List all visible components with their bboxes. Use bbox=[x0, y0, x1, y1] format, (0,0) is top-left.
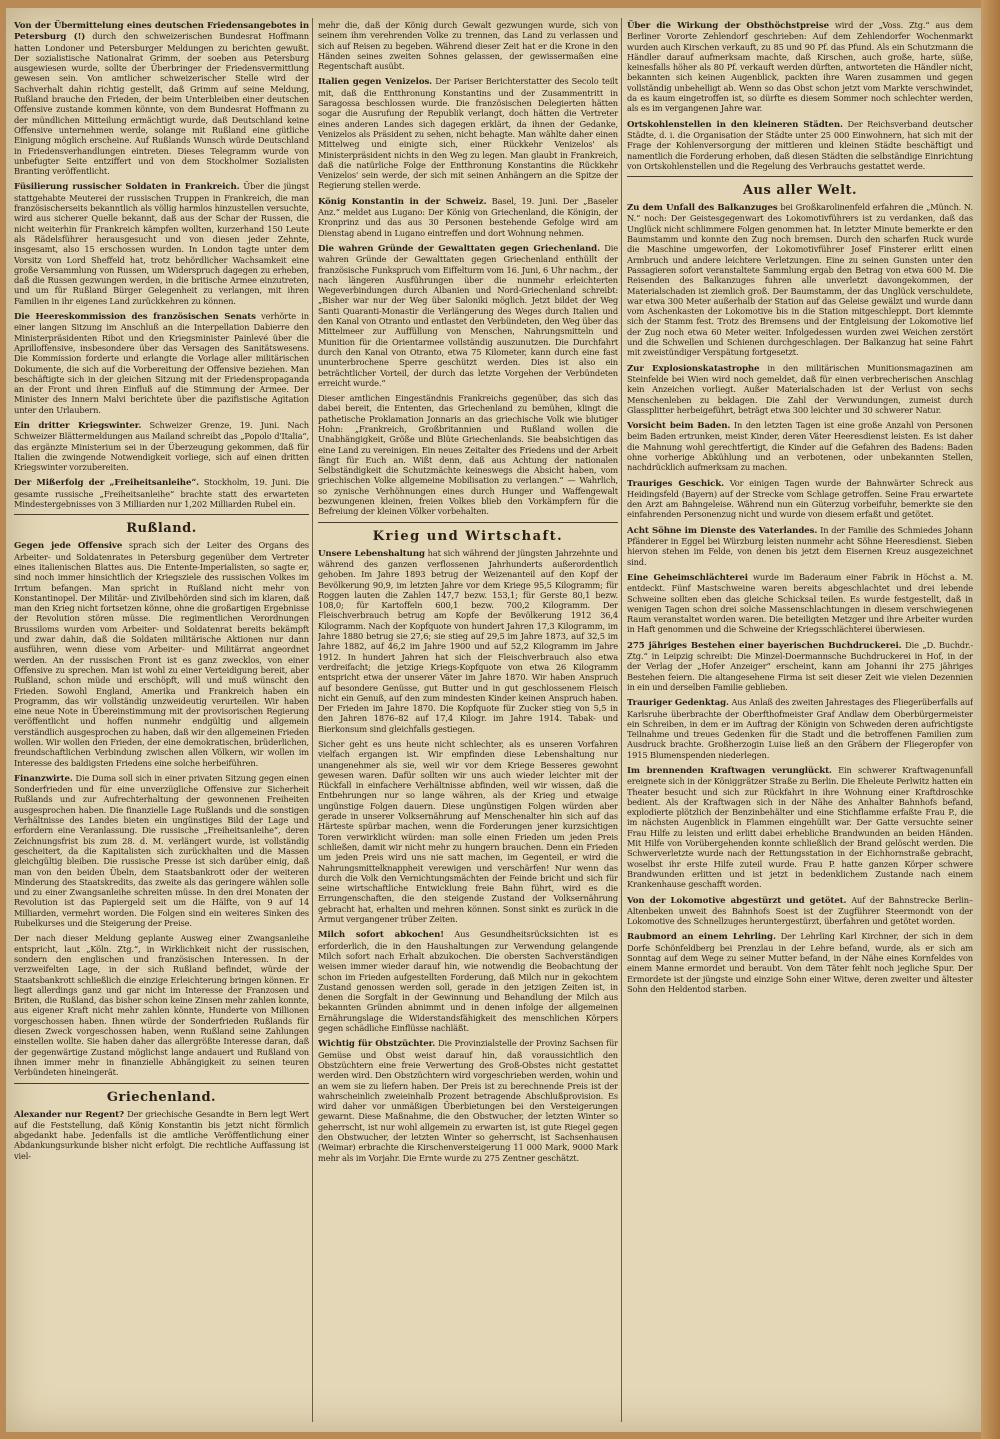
article-headline: Die Heereskommission des französischen Senats bbox=[14, 312, 256, 323]
section-heading: Aus aller Welt. bbox=[742, 183, 858, 199]
article-body: Ein schwerer Kraftwagenunfall ereignete sich in der Königgrätzer Straße zu Berlin. Die Eheleute Perlwitz hatten ein Theater besucht und sich zur Rückfahrt in ihre Wohnung einer Kraftdroschke bedient. Als der Kraftwagen sich in der Nähe des Anhalter Bahnhofs befand, explodierte plötzlich der Benzinbehälter und eine Stichflamme erfaßte Frau P., die im nächsten Augenblick in Flammen eingehüllt war. Der Gatte versuchte seiner Frau Hilfe zu leisten und erlitt dabei erhebliche Brandwunden an beiden Händen. Mit Hilfe von Vorübergehenden konnte schließlich der Brand gelöscht werden. Die Schwerverletzte wurde nach der Rettungsstation in der Eichhornstraße gebracht, woselbst ihr erste Hilfe zuteil wurde. Frau P. hatte ganzen Körper schwere Brandwunden erlitten und ist jetzt in bedenklichem Zustande nach einem Krankenhause geschafft worden. bbox=[627, 765, 973, 890]
article-paragraph bbox=[318, 1038, 618, 1163]
article bbox=[14, 181, 309, 306]
article bbox=[14, 540, 309, 768]
article-headline: Gegen jede Offensive bbox=[14, 541, 123, 552]
article-body: Auf der Bahnstrecke Berlin–Altenbeken unweit des Bahnhofs Soest ist der Zugführer Steermondt von der Lokomotive des Schnellzuges heruntergestürzt, überfahren und getötet worden. bbox=[627, 894, 973, 927]
article-body: wurde im Baderaum einer Fabrik in Höchst a. M. entdeckt. Fünf Mastschweine waren bereits abgeschlachtet und drei lebende Schweine sollten eben das gleiche Schicksal teilen. Es wurde festgestellt, daß in wenigen Tagen schon drei solche Massenschlachtungen in diesem verschwiegenen Raum veranstaltet worden waren. Die beteiligten Metzger und ihre Arbeiter wurden in Haft genommen und die Schweine der Kriegsschlächterei überwiesen. bbox=[627, 571, 973, 635]
article-paragraph bbox=[318, 243, 618, 388]
article bbox=[627, 420, 973, 472]
article bbox=[14, 1109, 309, 1161]
article-body: Stockholm, 19. Juni. Die gesamte russische „Freiheitsanleihe“ brachte statt des erwarteten Mindestergebnisses von 3 Milliarden nur 1,202 Milliarden Rubel ein. bbox=[14, 477, 309, 510]
article-body: hat sich während der jüngsten Jahrzehnte und während des ganzen verflossenen Jahrhunderts außerordentlich gehoben. Im Jahre 1893 betrug der Weizenanteil auf den Kopf der Bevölkerung 90,9, im letzten Jahre vor dem Kriege 95,5 Kilogramm; für Roggen lauten die Zahlen 147,7 bezw. 153,1; für Gerste 80,1 bezw. 108,0; für Kartoffeln 600,1 bezw. 700,2 Kilogramm. Der Fleischverbrauch betrug am Kopfe der Bevölkerung 1912 36,4 Kilogramm. Nach der Kopfquote von hundert Jahren 17,3 Kilogramm, im Jahre 1880 betrug sie 27,6; sie stieg auf 29,5 im Jahre 1873, auf 32,5 im Jahre 1882, auf 46,2 im Jahre 1900 und auf 52,2 Kilogramm im Jahre 1912. In hundert Jahren hat sich der Fleischverbrauch also etwa verdreifacht; die jetzige Kriegs-Kopfquote von etwa 26 Kilogramm entspricht etwa der unserer Väter im Jahre 1870. Wir haben Anspruch auf besondere Genüsse, gut Butter und in gut geschlossenem Fleisch nicht ein Genuß, auf den zum mindesten Kinder keinen Anspruch haben. Der Frieden im Jahre 1870. Die Kopfquote für Zucker stieg von 5,5 in den Jahren 1876–82 auf 17,4 Kilogr. im Jahre 1914. Tabak- und Bierkonsum sind gleichfalls gestiegen. bbox=[318, 547, 618, 734]
article-body: Vor einigen Tagen wurde der Bahnwärter Schreck aus Heidingsfeld (Bayern) auf der Strecke vom Schlage getroffen. Seine Frau erwartete den Arzt am Bahngeleise. Während nun ein Güterzug vorbeifuhr, bemerkte sie den einfahrenden Personenzug nicht und wurde von diesem erfaßt und getötet. bbox=[627, 477, 973, 520]
article-body: Die Duma soll sich in einer privaten Sitzung gegen einen Sonderfrieden und für eine unverzügliche Offensive zur Sicherheit Rußlands und zur Aufrechterhaltung der gewonnenen Freiheiten ausgesprochen haben. Die finanzielle Lage Rußlands und die sonstigen Verhältnisse des Landes bieten ein ungünstiges Bild der Lage und erfordern eine Veranlassung. Die russische „Freiheitsanleihe“, deren Zeichnungsfrist bis zum 28. d. M. verlängert wurde, ist vollständig gescheitert, da die Kapitalisten sich zurückhalten und die Massen gleichgültig bleiben. Die russische Presse ist sich darüber einig, daß man von den beiden Übeln, dem Staatsbankrott oder der weiteren Minderung des Staatskredits, das zweite als das geringere wählen solle und zu einer Zwangsanleihe schreiten müsse. In den drei Monaten der Revolution ist das Papiergeld seit um die Hälfte, von 9 auf 14 Milliarden, vermehrt worden. Die Folgen sind ein weiteres Sinken des Rubelkurses und die Steigerung der Preise. bbox=[14, 772, 309, 929]
article-paragraph bbox=[627, 765, 973, 890]
article-body: Der Lehrling Karl Kirchner, der sich in dem Dorfe Schönfeldberg bei Prenzlau in der Lehre befand, wurde, als er sich am Sonntag auf dem Wege zu seiner Mutter befand, in der Nähe eines Kornfeldes von einem Manne ermordet und beraubt. Von dem Täter fehlt noch jegliche Spur. Der Ermordete ist der jüngste und einzige Sohn einer Witwe, deren zweiter und ältester Sohn den Heldentod starben. bbox=[627, 931, 973, 994]
article-paragraph bbox=[627, 572, 973, 635]
article-paragraph bbox=[14, 20, 309, 176]
article-headline: Der Mißerfolg der „Freiheitsanleihe“. bbox=[14, 478, 200, 489]
article-paragraph bbox=[14, 933, 309, 1077]
article bbox=[318, 739, 618, 924]
article-headline: Vorsicht beim Baden. bbox=[627, 421, 731, 432]
section-heading: Rußland. bbox=[126, 521, 197, 537]
article-paragraph bbox=[318, 76, 618, 190]
article-headline: Wichtig für Obstzüchter. bbox=[318, 1039, 436, 1050]
article bbox=[627, 765, 973, 890]
article-headline: Acht Söhne im Dienste des Vaterlandes. bbox=[627, 525, 818, 536]
article-body: verhörte in einer langen Sitzung im Anschluß an die Interpellation Dabierre den Ministerpräsidenten Ribot und den Kriegsminister Painlevé über die Aprilloffensive, insbesondere über das Versagen des Sanitätswesens. Die Kommission forderte und erlangte die Vorlage aller militärischen Dokumente, die sich auf die Vorbereitung der Offensive beziehen. Man beschäftigte sich in der gleichen Sitzung mit der Friedenspropaganda an der Front und ihren Einfluß auf die Stimmung der Armee. Der Minister des Innern Malvi berichtete über die pazifistische Agitation unter den Urlaubern. bbox=[14, 311, 309, 415]
article bbox=[14, 20, 309, 176]
article bbox=[627, 525, 973, 567]
article-body: bei Großkarolinenfeld erfahren die „Münch. N. N.“ noch: Der Geistesgegenwart des Lokomotivführers ist zu verdanken, daß das Unglück nicht schlimmere Folgen genommen hat. In letzter Minute bemerkte er den Baumstamm und konnte den Zug noch bremsen. Durch den scharfen Ruck wurde die Maschine umgeworfen, der Lokomotivführer Josef Finsterer erlitt einen Armbruch und andere leichtere Verletzungen. Eine zu seinen Gunsten unter den Passagieren sofort veranstaltete Sammlung ergab den Betrag von etwa 600 M. Die Reisenden des Balkanzuges fuhren alle unverletzt davongekommen, der Materialschaden ist ziemlich groß. Der Baumstamm, der das Unglück verschuldete, war etwa 300 Meter außerhalb der Station auf das Geleise gewälzt und wurde dann vom Aschenkasten der Lokomotive bis in die Station mitgeschleppt. Dort klemmte sich der Stamm fest. Trotz des Bremsens und der Entgleisung der Lokomotive lief der Zug noch etwa 60 Meter weiter. Infolgedessen wurden zwei Weichen zerstört und die Schwellen und Schienen durchgeschlagen. Der Balkanzug hat seine Fahrt mit zweistündiger Verspätung fortgesetzt. bbox=[627, 202, 973, 358]
article bbox=[318, 20, 618, 71]
article bbox=[14, 477, 309, 509]
article bbox=[627, 119, 973, 171]
article-headline: Finanzwirte. bbox=[14, 773, 73, 784]
article bbox=[318, 1038, 618, 1163]
section-russia bbox=[14, 514, 309, 536]
article-paragraph bbox=[318, 393, 618, 517]
article bbox=[318, 929, 618, 1033]
article-body: Die Provinzialstelle der Provinz Sachsen für Gemüse und Obst weist darauf hin, daß voraussichtlich den Obstzüchtern eine freie Verwertung des Groß-Obstes nicht gestattet werden wird. Den Obstzüchtern wird vorgeschrieben werden, wohin und an wem sie zu liefern haben. Der Preis ist zu berechnende Preis ist der wahrscheinlich zweieinhalb Prozent betragende Abschlußprovision. Es wird daher vor unmäßigen Überbietungen bei den Versteigerungen gewarnt. Diese Maßnahme, die den Obstwucher, der letzten Winter so geherrscht, ist nur wohl allgemein zu erwarten ist, ist gute Riegel gegen den Obstwucher, der letzten Winter so geherrscht, ist Sachsenhausen (Weimar) erbrachte die Kirschenversteigerung 11 000 Mark, 9000 Mark mehr als im Vorjahr. Die Ernte wurde zu 275 Zentner geschätzt. bbox=[318, 1038, 618, 1163]
article-paragraph bbox=[627, 420, 973, 472]
article-paragraph bbox=[627, 363, 973, 415]
article-headline: Ortskohlenstellen in den kleineren Städten. bbox=[627, 119, 843, 130]
article-body: sprach sich der Leiter des Organs des Arbeiter- und Soldatenrates in Petersburg gegenüber dem Vertreter eines italienischen Blattes aus. Die Entente-Imperialisten, so sagte er, sind noch immer hinsichtlich der Kriegsziele des russischen Volkes im Irrtum befangen. Man spricht in Rußland nicht mehr von Konstantinopel. Der Militär- und Zivilbehörden sind sich im klaren, daß man den Krieg nicht fortsetzen könne, ohne die großartigen Ergebnisse der Revolution stören müsse. Die regimentlichen Verordnungen Brussiloms wurden vom Arbeiter- und Soldatenrat bereits bekämpft und zwar dahin, daß die Soldaten militärische Aktionen nur dann ausführen, wenn diese vom Arbeiter- und Militärrat angeordnet werden. An der russischen Front ist es ganz zwecklos, von einer Offensive zu sprechen. Man ist wohl zu einer Verteidigung bereit, aber Rußland, schon müde und erschöpft, will und muß wünscht den Frieden. Sowohl England, Amerika und Frankreich haben ein Programm, das wir vollständig unzweideutig verurteilen. Wir haben eine neue Note in Übereinstimmung mit der provisorischen Regierung veröffentlicht und hoffen nunmehr endgültig und allgemein verständlich ausgesprochen zu haben, daß wir den allgemeinen Frieden wollen. Wir wollen den Frieden, der eine demokratischen, brüderlichen, freundschaftlichen Verbindung zwischen allen Völkern, wir wollen im Interesse des baldigsten Friedens eine solche herbeiführen. bbox=[14, 540, 309, 768]
article-headline: Von der Übermittelung eines deutschen Friedensangebotes in Petersburg (!) bbox=[14, 21, 309, 43]
article-paragraph bbox=[627, 697, 973, 760]
article-headline: Alexander nur Regent? bbox=[14, 1109, 124, 1120]
article-body: Aus Gesundheitsrücksichten ist es erforderlich, die in den Haushaltungen zur Verwendung gelangende Milch sofort nach Erhalt abzukochen. Die obersten Sachverständigen weisen immer wieder darauf hin, wie notwendig die Beobachtung der schon im Frieden aufgestellten Forderung, daß Milch nur in gekochtem Zustand genossen werden soll, gerade in den jetzigen Zeiten ist, in denen die Sorgfalt in der Gewinnung und Behandlung der Milch aus bekannten Gründen abnimmt und in denen infolge der allgemeinen Ernährungslage die Widerstandsfähigkeit des menschlichen Körpers gegen schädliche Einflüsse nachläßt. bbox=[318, 929, 618, 1034]
article-paragraph bbox=[14, 773, 309, 928]
article bbox=[14, 420, 309, 472]
column-3 bbox=[627, 20, 973, 1424]
article bbox=[318, 196, 618, 238]
section-world bbox=[627, 176, 973, 198]
article-body: Der griechische Gesandte in Bern legt Wert auf die Feststellung, daß König Konstantin bis jetzt nicht förmlich abgedankt habe. Jedenfalls ist die amtliche Veröffentlichung einer Abdankungsurkunde bisher nicht erfolgt. Die rechtliche Auffassung ist viel- bbox=[14, 1108, 309, 1161]
section-heading: Griechenland. bbox=[106, 1089, 217, 1105]
article bbox=[627, 572, 973, 635]
article-paragraph bbox=[14, 477, 309, 509]
page-edge bbox=[981, 0, 1000, 1439]
article-paragraph bbox=[627, 202, 973, 357]
article-headline: Von der Lokomotive abgestürzt und getötet. bbox=[627, 895, 847, 906]
article-body: Aus Anlaß des zweiten Jahrestages des Fliegerüberfalls auf Karlsruhe überbrachte der Oberfthofmeister Graf Andlaw dem Oberbürgermeister ein Schreiben, in dem er im Auftrag der Königin von Schweden deren aufrichtigste Teilnahme und treues Gedenken für die Stadt und die betroffenen Familien zum Ausdruck brachte. Großherzogin Luise ließ an den Gräbern der Fliegeropfer von 1915 Blumenspenden niederlegen. bbox=[627, 697, 973, 760]
article-body: Dieser amtlichen Eingeständnis Frankreichs gegenüber, das sich das dabei bereit, die Ententen, das Griechenland zu bemühen, klingt die pathetische Proklamation Jonnaris an das griechische Volk wie blutiger Hohn: „Frankreich, Großbritannien und Rußland wollen die Unabhängigkeit, Größe und Blüte Griechenlands. Sie beabsichtigen das eine Land zu vereinigen. Ein neues Zeitalter des Friedens und der Arbeit fängt für Euch an. Wißt denn, daß aus Achtung der nationalen Selbständigkeit die Schutzmächte keineswegs die Absicht haben, vom griechischen Volke allgemeine Mobilisation zu verlangen.“ — Wahrlich, so zynische Verhöhnungen eines durch Hunger und Waffengewalt bezwungenen kleinen, freien Volkes blieb den Vorkämpfern für die Befreiung der kleinen Völker vorbehalten. bbox=[318, 393, 618, 517]
article-body: Die „D. Buchdr.-Ztg.“ in Leipzig schreibt: Die Minzel-Doermannsche Buchdruckerei in Hof, in der der Verlag der „Hofer Anzeiger“ erscheint, kann am Johanni ihr 275 jähriges Bestehen feiern. Die altangesehene Firma ist seit dieser Zeit wie vielen Dezennien in ein und derselben Familie geblieben. bbox=[627, 639, 973, 692]
article-body: In der Familie des Schmiedes Johann Pfänderer in Eggel bei Würzburg leisten nunmehr acht Söhne Heeresdienst. Sieben hiervon stehen im Felde, von denen bis jetzt dem Eisernen Kreuz ausgezeichnet sind. bbox=[627, 524, 973, 567]
article-paragraph bbox=[627, 640, 973, 692]
article-paragraph bbox=[14, 311, 309, 415]
article-headline: Trauriges Geschick. bbox=[627, 478, 725, 489]
article-paragraph bbox=[627, 119, 973, 171]
article-paragraph bbox=[627, 525, 973, 567]
section-war-economy bbox=[318, 522, 618, 544]
article-headline: Im brennenden Kraftwagen verunglückt. bbox=[627, 766, 832, 776]
article bbox=[627, 363, 973, 415]
article bbox=[318, 548, 618, 734]
article bbox=[627, 478, 973, 520]
article bbox=[627, 640, 973, 692]
article-body: wird der „Voss. Ztg.“ aus dem Berliner Vororte Zehlendorf geschrieben: Auf dem Zehlendorfer Wochenmarkt wurden auch Kirschen verkauft, zu 85 und 90 Pf. das Pfund. Als ein Schutzmann die Händler darauf aufmerksam machte, daß Kirschen, auch große, harte, süße, keinesfalls höher als 80 Pf. verkauft werden dürften, antworteten die Händler nicht, bekannten sich keinen Augenblick, packten ihre Waren zusammen und gegen vollständig unbehelligt ab. Wenn so das Obst schon jetzt vom Markte verschwindet, da es kaum eingetroffen ist, so dürfte es diesem Sommer noch schlechter werden, als es im vergangenen Jahre war. bbox=[627, 20, 973, 114]
article bbox=[318, 393, 618, 517]
article-headline: Zu dem Unfall des Balkanzuges bbox=[627, 203, 778, 214]
column-2 bbox=[318, 20, 618, 1424]
article-headline: Zur Explosionskatastrophe bbox=[627, 363, 760, 374]
article-body: Der Pariser Berichterstatter des Secolo teilt mit, daß die Entthronung Konstantins und der Zusammentritt in Saragossa beschlossen wurde. Die französischen Delegierten hätten sogar die Ausrufung der Republik verlangt, doch hätten die Vertreter eines anderen Landes sich dagegen erklärt, da ihnen der Gedanke, Venizelos als Präsident zu sehen, nicht behagte. Man wählte daher einen Mittelweg und einigte sich, einer Rückkehr Venizelos' als Ministerpräsident nichts in den Weg zu legen. Man glaubt in Frankreich, daß die natürliche Folge der Entthronung Konstantins die Rückkehr Venizelos' sein werde, der sich mit seinen Anhängern an die Spitze der Regierung stellen werde. bbox=[318, 76, 618, 191]
article bbox=[318, 76, 618, 190]
article-paragraph bbox=[318, 196, 618, 238]
article-body: durch den schweizerischen Bundesrat Hoffmann hatten Londoner und Petersburger Meldungen zu berichten gewußt. Der sozialistische Nationalrat Grimm, der soeben aus Petersburg ausgewiesen wurde, sollte der Überbringer der Friedensvermittlung gewesen sein. Von amtlicher schweizerischer Stelle wird der Sachverhalt dahin richtig gestellt, daß Grimm auf seine Meldung, Rußland brauche den Frieden, der beim Unterbleiben einer deutschen Offensive zustande kommen könnte, von dem Bundesrat Hoffmann zu der mündlichen Mitteilung ermächtigt wurde, daß Deutschland keine Offensive unternehmen werde, solange mit Rußland eine gütliche Einigung möglich erscheine. Auf Rußlands Wunsch würde Deutschland in Friedensverhandlungen eintreten. Dieses Telegramm wurde von unbefugter Seite entziffert und von dem Stockholmer Sozialisten Branting veröffentlicht. bbox=[14, 31, 309, 177]
article bbox=[627, 697, 973, 760]
article-headline: 275 jähriges Bestehen einer bayerischen Buchdruckerei. bbox=[627, 640, 902, 651]
article-paragraph bbox=[627, 895, 973, 927]
article bbox=[627, 202, 973, 357]
article-body: Der Reichsverband deutscher Städte, d. i. die Organisation der Städte unter 25 000 Einwohnern, hat sich mit der Frage der Kohlenversorgung der mittleren und kleinen Städte beschäftigt und namentlich die Forderung erhoben, daß diesen Städten die selbständige Einrichtung von Ortskohlenstellen und die Regelung des Verbrauchs gestattet werde. bbox=[627, 118, 973, 171]
article-headline: Ein dritter Kriegswinter. bbox=[14, 420, 142, 431]
article-paragraph bbox=[318, 739, 618, 924]
article bbox=[14, 311, 309, 415]
article-body: Basel, 19. Juni. Der „Baseler Anz.“ meldet aus Lugano: Der König von Griechenland, die Königin, der Kronprinz und das aus 30 Personen bestehende Gefolge wird am Dienstag abend in Lugano eintreffen und dort Wohnung nehmen. bbox=[318, 195, 618, 238]
article bbox=[627, 895, 973, 927]
article-paragraph bbox=[14, 1109, 309, 1161]
article-paragraph bbox=[14, 181, 309, 306]
article-body: Schweizer Grenze, 19. Juni. Nach Schweizer Blättermeldungen aus Mailand schreibt das „Popolo d'Italia“, das ergänzte Ministerium sei in der Überzeugung gekommen, daß für Italien die zwingende Notwendigkeit vorliege, sich auf einen dritten Kriegswinter vorzubereiten. bbox=[14, 419, 309, 473]
article-headline: König Konstantin in der Schweiz. bbox=[318, 196, 487, 207]
article-headline: Italien gegen Venizelos. bbox=[318, 77, 433, 88]
article-headline: Trauriger Gedenktag. bbox=[627, 698, 729, 709]
section-greece bbox=[14, 1083, 309, 1105]
article-headline: Raubmord an einem Lehrling. bbox=[627, 932, 776, 943]
article-body: Sicher geht es uns heute nicht schlechter, als es unseren Vorfahren vielfach ergangen ist. Wir empfinden diese Lebenshaltung nur unangenehmer als sie, weil wir vor dem Kriege Besseres gewohnt gewesen waren. Dafür sollten wir uns auch wieder leichter mit der Rückfall in einfachere Verhältnisse abfinden, weil wir wissen, daß die Entbehrungen nur so lange währen, als der Krieg und etwaige ungünstige Folgen dauern. Diese ungünstigen Folgen würden aber gerade in unserer Volksernährung auf Menschenalter hin sich auf das Härteste spürbar machen, wenn die Forderungen jener kurzsichtigen Toren verwirklicht würden: man solle einen Frieden um jeden Preis schließen, damit wir nicht mehr zu hungern brauchen. Denn ein Frieden um jeden Preis wird uns nie satt machen, im Gegenteil, er wird die Nahrungsmittelknappheit verewigen und verschärfen! Nur wenn das durch die Volk den Vernichtungsmächten der Feinde bricht und sich für seine wirtschaftliche Entwicklung freie Bahn führt, wird es die Errungenschaften, die den steigende Zustand der Volksernährung gebracht hat, erhalten und mehren können. Sonst sinkt es zurück in die Armut vergangener trüber Zeiten. bbox=[318, 739, 618, 925]
article-headline: Über die Wirkung der Obsthöchstpreise bbox=[627, 21, 829, 31]
article-paragraph bbox=[318, 929, 618, 1033]
article-paragraph bbox=[14, 420, 309, 472]
newspaper-page bbox=[6, 8, 981, 1432]
article-paragraph bbox=[627, 478, 973, 520]
article-paragraph bbox=[14, 540, 309, 768]
article bbox=[627, 20, 973, 114]
article-paragraph bbox=[627, 20, 973, 114]
article-paragraph bbox=[627, 931, 973, 994]
article-headline: Eine Geheimschlächterei bbox=[627, 572, 748, 583]
article bbox=[318, 243, 618, 388]
article-body: Über die jüngst stattgehabte Meuterei der russischen Truppen in Frankreich, die man französischerseits bekanntlich als völlig harmlos hinzustellen versuchte, wird aus sicherer Quelle bekannt, daß aus der Schar der Russen, die nicht weiterhin für Frankreich kämpfen wollten, kurzerhand 150 Leute als Rädelsführer herausgesucht und von diesen jeder Zehnte, insgesamt, also 15 erschossen wurden. In London tagte unter dem Vorsitz von Lord Sheffeld hat, trotz behördlicher Wachsamkeit eine große Versammlung von Russen, um Widerspruch dagegen zu erheben, daß die Russen gezwungen werden, in die britische Armee einzutreten, und um für Rußland Bürger Gelegenheit zu verlangen, mit ihren Familien in ihr eigenes Land zurückkehren zu können. bbox=[14, 181, 309, 306]
article-body: in den militärischen Munitionsmagazinen am Steinfelde bei Wien wird noch gemeldet, daß für einen verbrecherischen Anschlag kein Anzeichen vorliegt. Außer Materialschaden ist der Verlust von sechs Menschenleben zu beklagen. Die Zahl der Verwundungen, zumeist durch Glassplitter herbeigeführt, beträgt etwa 300 leichter und 30 schwerer Natur. bbox=[627, 362, 973, 415]
article-paragraph bbox=[318, 20, 618, 71]
column-rule bbox=[312, 18, 313, 1422]
article-headline: Milch sofort abkochen! bbox=[318, 930, 444, 941]
article-headline: Füsilierung russischer Soldaten in Frankreich. bbox=[14, 182, 240, 193]
column-rule bbox=[621, 18, 622, 1422]
section-heading: Krieg und Wirtschaft. bbox=[372, 528, 564, 544]
article-body: In den letzten Tagen ist eine große Anzahl von Personen beim Baden ertrunken, meist Kinder, deren Väter Heeresdienst leisten. Es ist daher die Mahnung wohl gerechtfertigt, die Kinder auf die Gefahren des Badens: Baden ohne vorherige Abkühlung und an verbotenen, oder unbekannten Stellen, nachdrücklich aufmerksam zu machen. bbox=[627, 420, 973, 473]
article-body: Der nach dieser Meldung geplante Ausweg einer Zwangsanleihe entspricht, laut „Köln. Ztg.“, in Wirklichkeit nicht der russischen, sondern den englischen und französischen Interessen. In der verzweifelten Lage, in der sich Rußland befindet, würde der Staatsbankrott schließlich die einzige Erleichterung bringen können. Er liegt allerdings ganz und gar nicht im Interesse der Franzosen und Briten, die Rußland, das bisher schon keine Zinsen mehr zahlen konnte, aus eigener Kraft nicht mehr zahlen könnte, Hunderte von Millionen vorgeschossen haben. Ihnen würde der Sonderfrieden Rußlands für diesen Zweck vorgeschossen haben, wenn Rußland seine Zahlungen einstellen wollte. Sie haben daher das allergrößte Interesse daran, daß der gegenwärtige Zustand möglichst lange andauert und Rußland von ihnen immer mehr in finanzielle Abhängigkeit zu seinen teuren Verbündeten hineingerät. bbox=[14, 933, 309, 1078]
article-headline: Die wahren Gründe der Gewalttaten gegen Griechenland. bbox=[318, 243, 600, 254]
article bbox=[14, 773, 309, 928]
article bbox=[627, 931, 973, 994]
column-1 bbox=[14, 20, 309, 1424]
article-headline: Unsere Lebenshaltung bbox=[318, 548, 425, 559]
article bbox=[14, 933, 309, 1077]
article-body: Die wahren Gründe der Gewalttaten gegen Griechenland enthüllt der französische Funkspruch vom Eiffelturm vom 16. Juni, 6 Uhr nachm., der nach längeren Ausführungen über die nunmehr erleichterten Wegeverbindungen durch Albanien und Nord-Griechenland schreibt: „Bisher war nur der Weg über Saloniki möglich. Jetzt bildet der Weg Santi Quaranti-Monastir die Verlängerung des Weges durch Italien und den Kanal von Otranto und entlastet den Verbündeten, den Weg über das Mittelmeer zur Auffüllung von Menschen, Nahrungsmitteln und Munition für die Orientarmee vollständig auszunutzen. Die Durchfahrt durch den Kanal von Otranto, etwa 75 Kilometer, kann durch eine fast ununterbrochene Sperre geschützt werden. Dies ist also ein beträchtlicher Vorteil, der durch das letzte Vorgehen der Verbündeten erreicht wurde.“ bbox=[318, 242, 618, 388]
article-paragraph bbox=[318, 548, 618, 734]
article-body: mehr die, daß der König durch Gewalt gezwungen wurde, sich von seinem ihm verehrenden Volke zu trennen, das Land zu verlassen und sich auf Reisen zu begeben. Während dieser Zeit hat er die Krone in den Händen seines zweiten Sohnes gelassen, der gewissermaßen eine Regentschaft ausübt. bbox=[318, 20, 618, 72]
